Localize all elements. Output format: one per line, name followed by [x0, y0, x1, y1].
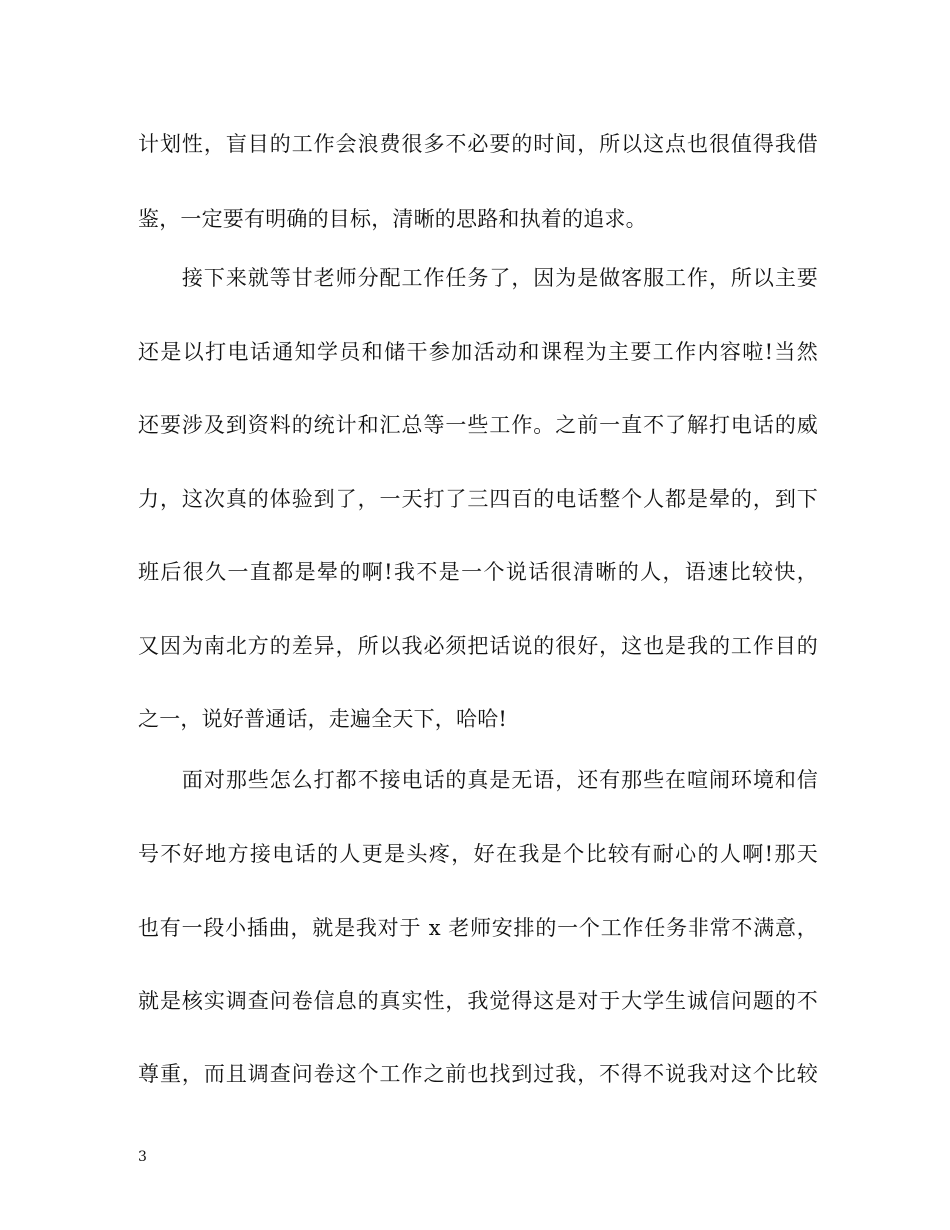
text-line-1: 计划性，盲目的工作会浪费很多不必要的时间，所以这点也很值得我借: [138, 132, 818, 156]
text-line-13: 就是核实调查问卷信息的真实性，我觉得这是对于大学生诚信问题的不: [138, 989, 818, 1013]
text-line-7: 班后很久一直都是晕的啊!我不是一个说话很清晰的人，语速比较快，: [138, 560, 818, 584]
text-line-8: 又因为南北方的差异，所以我必须把话说的很好，这也是我的工作目的: [138, 634, 818, 658]
text-line-10: 面对那些怎么打都不接电话的真是无语，还有那些在喧闹环境和信: [138, 768, 818, 792]
text-line-5: 还要涉及到资料的统计和汇总等一些工作。之前一直不了解打电话的威: [138, 413, 818, 437]
page-number: 3: [138, 1149, 147, 1165]
text-line-14: 尊重，而且调查问卷这个工作之前也找到过我，不得不说我对这个比较: [138, 1062, 818, 1086]
text-line-4: 还是以打电话通知学员和储干参加活动和课程为主要工作内容啦!当然: [138, 340, 818, 364]
text-line-3: 接下来就等甘老师分配工作任务了，因为是做客服工作，所以主要: [138, 266, 818, 290]
text-line-2: 鉴，一定要有明确的目标，清晰的思路和执着的追求。: [138, 207, 647, 231]
text-line-11: 号不好地方接电话的人更是头疼，好在我是个比较有耐心的人啊!那天: [138, 842, 818, 866]
text-line-9: 之一，说好普通话，走遍全天下，哈哈!: [138, 707, 508, 731]
text-line-6: 力，这次真的体验到了，一天打了三四百的电话整个人都是晕的，到下: [138, 487, 818, 511]
text-line-12: 也有一段小插曲，就是我对于 x 老师安排的一个工作任务非常不满意，: [138, 916, 818, 940]
